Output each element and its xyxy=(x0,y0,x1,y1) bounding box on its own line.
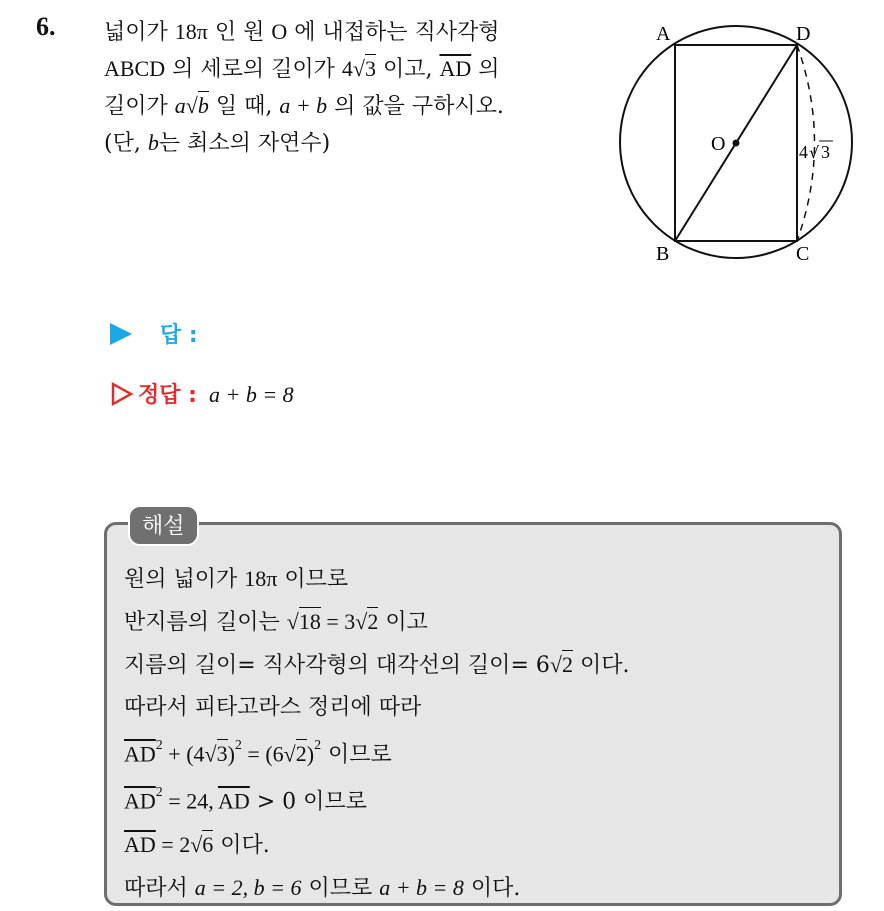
sqrt-3: √3 xyxy=(352,56,376,81)
solution-line-5: $\overline{AD}^2 + (4√3)^2 = (6√2)^2$ 이므로 xyxy=(124,738,392,768)
solution-line-6: $\overline{AD}^2 = 24$, $\overline{AD} > 0$ 이므로 xyxy=(124,785,367,815)
problem-line-1: 넓이가 18π 인 원 O 에 내접하는 직사각형 xyxy=(104,19,500,45)
solution-line-3: 지름의 길이= 직사각형의 대각선의 길이= 6√2 이다. xyxy=(124,652,630,678)
segment-ad: $\overline{AD}$ xyxy=(439,56,472,81)
problem-number: 6. xyxy=(36,12,56,41)
solution-line-1: 원의 넓이가 18π 이므로 xyxy=(124,566,349,592)
label-d: D xyxy=(796,23,811,45)
solution-line-8: 따라서 a = 2, b = 6 이므로 a + b = 8 이다. xyxy=(124,874,521,901)
problem-line-4: (단, b는 최소의 자연수) xyxy=(104,130,331,156)
problem-line-3: 길이가 a√b 일 때, a + b 의 값을 구하시오. xyxy=(104,93,504,119)
solution-line-2: 반지름의 길이는 √18 = 3√2 이고 xyxy=(124,609,428,635)
outline-triangle-icon xyxy=(110,382,134,406)
side-length-coef: 4 xyxy=(799,142,808,162)
answer-input-row xyxy=(110,318,198,349)
label-a: A xyxy=(656,23,671,45)
center-dot xyxy=(733,140,740,147)
solution-text xyxy=(124,558,629,910)
side-length-sqrt: √ xyxy=(809,143,820,162)
side-length-rad: 3 xyxy=(821,142,830,162)
solution-line-4: 따라서 피타고라스 정리에 따라 xyxy=(124,695,422,720)
correct-answer-label: 정답 : xyxy=(138,383,197,408)
correct-answer-value: a + b = 8 xyxy=(208,382,294,407)
play-triangle-icon xyxy=(110,323,132,345)
correct-answer-row xyxy=(110,378,294,409)
problem-line-2: ABCD 의 세로의 길이가 4√3 이고, $\overline{AD}$ 의 xyxy=(104,56,500,82)
label-b: B xyxy=(656,243,670,265)
sqrt-b: √b xyxy=(185,93,209,118)
label-c: C xyxy=(796,243,810,265)
problem-text xyxy=(104,14,604,162)
solution-line-7: $\overline{AD} = 2√6$ 이다. xyxy=(124,831,270,858)
solution-tag: 해설 xyxy=(128,505,199,546)
label-o: O xyxy=(711,133,726,155)
circle-rectangle-figure xyxy=(600,14,870,274)
answer-label: 답 : xyxy=(160,323,198,348)
